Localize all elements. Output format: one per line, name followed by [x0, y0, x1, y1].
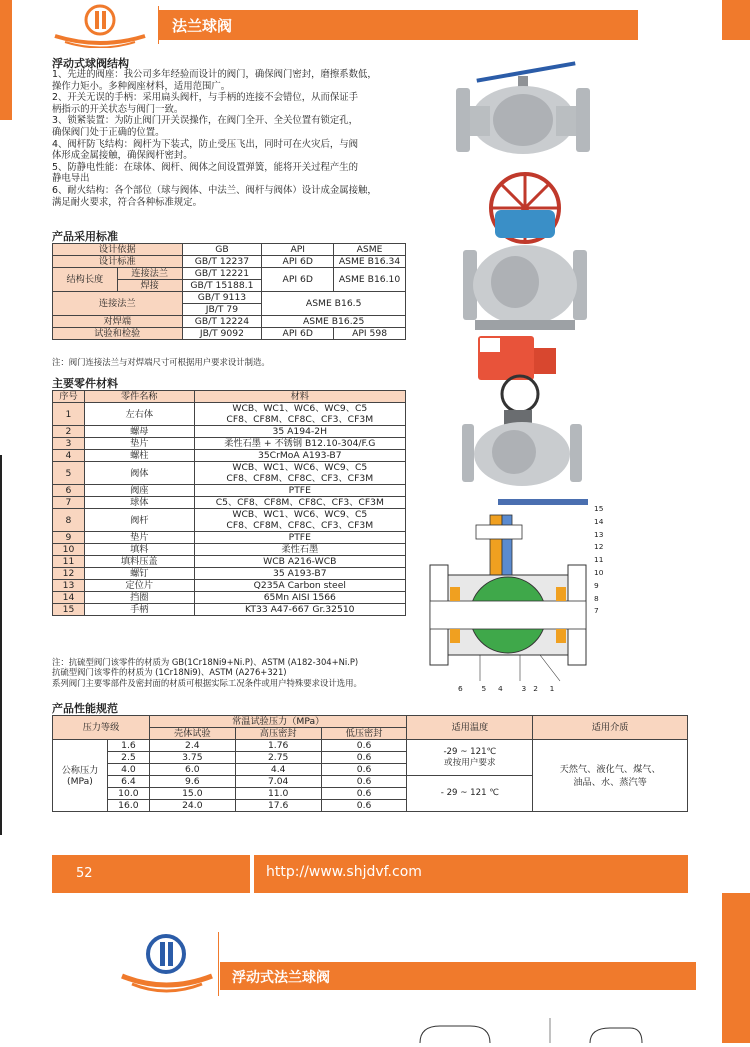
perf-head: 壳体试验: [149, 728, 235, 740]
callout: 10: [594, 567, 604, 577]
perf-cell: 4.0: [107, 764, 149, 776]
perf-cell: 9.6: [149, 776, 235, 788]
performance-heading: 产品性能规范: [52, 702, 118, 715]
std-cell: GB/T 12237: [182, 256, 262, 268]
std-cell: ASME B16.25: [262, 316, 406, 328]
std-cell: 连接法兰: [117, 268, 182, 280]
parts-row: [53, 509, 406, 532]
parts-name: 阀体: [84, 462, 194, 485]
std-cell: 设计标准: [53, 256, 183, 268]
intro-line: 4、阀杆防飞结构：阀杆为下装式，防止受压飞出，同时可在火灾后，与阀: [52, 138, 358, 150]
perf-medium: [533, 740, 688, 812]
parts-name: 阀座: [84, 485, 194, 497]
callout: 13: [594, 529, 604, 539]
next-page-title: 浮动式法兰球阀: [232, 970, 330, 986]
std-cell: JB/T 9092: [182, 328, 262, 340]
material-line: WCB、WC1、WC6、WC9、C5: [232, 403, 368, 414]
std-cell: 连接法兰: [53, 292, 183, 316]
parts-name: 填料压盖: [84, 556, 194, 568]
perf-cell: 0.6: [321, 788, 407, 800]
std-cell: 对焊端: [53, 316, 183, 328]
intro-text: [52, 69, 412, 208]
perf-temp-a: [407, 740, 533, 776]
page-title: 法兰球阀: [172, 17, 233, 35]
callout: 8: [594, 593, 599, 603]
std-cell: ASME B16.5: [262, 292, 406, 316]
perf-cell: 17.6: [235, 800, 321, 812]
parts-row: [53, 426, 406, 438]
parts-name: 螺母: [84, 426, 194, 438]
intro-heading: 浮动式球阀结构: [52, 57, 129, 70]
callout: 6: [458, 684, 463, 693]
parts-row: [53, 485, 406, 497]
parts-no: 4: [53, 450, 85, 462]
intro-line: 2、开关无误的手柄：采用扁头阀杆，与手柄的连接不会错位，从而保证手: [52, 92, 358, 104]
intro-line: 柄指示的开关状态与阀门一致。: [52, 103, 184, 115]
perf-cell: 11.0: [235, 788, 321, 800]
perf-head: 高压密封: [235, 728, 321, 740]
perf-temp-b: - 29 ~ 121 ℃: [407, 776, 533, 812]
parts-row: [53, 462, 406, 485]
callout: 14: [594, 516, 604, 526]
parts-row: [53, 532, 406, 544]
std-cell: 试验和检验: [53, 328, 183, 340]
perf-cell: 2.75: [235, 752, 321, 764]
perf-cell: 0.6: [321, 800, 407, 812]
parts-no: 2: [53, 426, 85, 438]
parts-no: 13: [53, 580, 85, 592]
material-line: 35CrMoA A193-B7: [257, 450, 342, 461]
callout: 9: [594, 580, 599, 590]
parts-no: 11: [53, 556, 85, 568]
parts-material: [194, 580, 405, 592]
parts-header-cell: 材料: [194, 391, 405, 403]
company-logo: [50, 4, 150, 48]
callout: 12: [594, 542, 604, 552]
parts-material: [194, 462, 405, 485]
parts-name: 手柄: [84, 604, 194, 616]
website-link[interactable]: http://www.shjdvf.com: [266, 864, 422, 880]
std-cell: GB/T 15188.1: [182, 280, 262, 292]
callout: 11: [594, 555, 604, 565]
parts-note: 注：抗硫型阀门该零件的材质为 GB(1Cr18Ni9+Ni.P)、ASTM (A182-304+Ni.P): [52, 657, 359, 667]
material-line: WCB A216-WCB: [263, 556, 337, 567]
parts-body: [53, 403, 406, 616]
perf-cell: 2.5: [107, 752, 149, 764]
material-line: Q235A Carbon steel: [253, 580, 346, 591]
material-line: WCB、WC1、WC6、WC9、C5: [232, 462, 368, 473]
perf-cell: 4.4: [235, 764, 321, 776]
std-cell: GB/T 12221: [182, 268, 262, 280]
parts-material: [194, 544, 405, 556]
parts-material: [194, 497, 405, 509]
callout: 2: [533, 684, 538, 693]
performance-table: [52, 715, 688, 812]
parts-name: 球体: [84, 497, 194, 509]
perf-cell: 1.6: [107, 740, 149, 752]
valve-photo-gear: [455, 170, 595, 345]
parts-no: 1: [53, 403, 85, 426]
material-line: 柔性石墨: [281, 544, 319, 555]
std-cell: ASME B16.34: [334, 256, 406, 268]
parts-no: 9: [53, 532, 85, 544]
material-line: KT33 A47-667 Gr.32510: [245, 604, 355, 615]
perf-cell: 16.0: [107, 800, 149, 812]
perf-cell: 3.75: [149, 752, 235, 764]
std-cell: JB/T 79: [182, 304, 262, 316]
parts-no: 7: [53, 497, 85, 509]
parts-row: [53, 580, 406, 592]
callout: 15: [594, 504, 604, 513]
parts-no: 5: [53, 462, 85, 485]
parts-row: [53, 544, 406, 556]
perf-cell: 15.0: [149, 788, 235, 800]
parts-material: [194, 485, 405, 497]
parts-material: [194, 604, 405, 616]
std-cell: 结构长度: [53, 268, 118, 292]
perf-head: 常温试验压力（MPa）: [149, 716, 407, 728]
parts-name: 挡圈: [84, 592, 194, 604]
parts-row: [53, 568, 406, 580]
valve-photo-handle: [448, 58, 598, 166]
parts-name: 定位片: [84, 580, 194, 592]
parts-no: 6: [53, 485, 85, 497]
intro-line: 满足耐火要求，符合各种标准规定。: [52, 196, 203, 208]
std-cell: API 6D: [262, 256, 334, 268]
page-number: 52: [76, 866, 93, 881]
material-line: 柔性石墨 + 不锈钢 B12.10-304/F.G: [224, 438, 376, 449]
parts-row: [53, 497, 406, 509]
std-cell: API 6D: [262, 268, 334, 292]
parts-note: 抗硫型阀门该零件的材质为 (1Cr18Ni9)、ASTM (A276+321): [52, 667, 287, 678]
parts-no: 14: [53, 592, 85, 604]
parts-no: 12: [53, 568, 85, 580]
std-cell: GB/T 12224: [182, 316, 262, 328]
perf-head: 压力等级: [53, 716, 150, 740]
perf-cell: 6.4: [107, 776, 149, 788]
perf-row-label: [53, 740, 108, 812]
company-logo-next: [118, 930, 218, 996]
parts-material: [194, 450, 405, 462]
valve-photo-electric: [458, 332, 588, 492]
page-edge-line: [0, 455, 2, 835]
parts-name: 阀杆: [84, 509, 194, 532]
parts-name: 填料: [84, 544, 194, 556]
parts-name: 螺钉: [84, 568, 194, 580]
perf-unit: (MPa): [67, 775, 93, 787]
material-line: PTFE: [288, 485, 311, 496]
intro-line: 确保阀门处于正确的位置。: [52, 126, 165, 138]
perf-label: 公称压力: [61, 764, 99, 776]
perf-cell: 6.0: [149, 764, 235, 776]
standards-note: 注：阀门连接法兰与对焊端尺寸可根据用户要求设计制造。: [52, 357, 270, 367]
side-color-strip: [0, 0, 12, 120]
material-line: PTFE: [288, 532, 311, 543]
perf-cell: 0.6: [321, 764, 407, 776]
perf-cell: 0.6: [321, 776, 407, 788]
parts-name: 左右体: [84, 403, 194, 426]
valve-section-diagram: [420, 495, 620, 695]
intro-line: 1、先进的阀座：我公司多年经验而设计的阀门，确保阀门密封，磨擦系数低，: [52, 69, 377, 80]
parts-table: [52, 390, 406, 616]
callout: 3: [521, 684, 527, 693]
diagram-callouts-bottom: [458, 684, 554, 694]
perf-cell: 2.4: [149, 740, 235, 752]
perf-cell: 0.6: [321, 740, 407, 752]
std-cell: API: [262, 244, 334, 256]
material-line: WCB、WC1、WC6、WC9、C5: [232, 509, 368, 520]
next-diagram-fragment: [380, 1018, 680, 1043]
callout: 7: [594, 606, 599, 616]
perf-temp: 或按用户要求: [444, 757, 496, 768]
material-line: CF8、CF8M、CF8C、CF3、CF3M: [226, 473, 374, 484]
next-header-divider: [218, 932, 219, 996]
std-cell: GB/T 9113: [182, 292, 262, 304]
perf-head: 适用温度: [407, 716, 533, 740]
material-line: CF8、CF8M、CF8C、CF3、CF3M: [226, 520, 374, 531]
perf-cell: 7.04: [235, 776, 321, 788]
parts-row: [53, 438, 406, 450]
parts-name: 垫片: [84, 532, 194, 544]
std-cell: 设计依据: [53, 244, 183, 256]
parts-material: [194, 403, 405, 426]
parts-material: [194, 438, 405, 450]
parts-row: [53, 592, 406, 604]
perf-temp: -29 ~ 121℃: [443, 746, 497, 757]
corner-color-block: [722, 0, 750, 40]
parts-row: [53, 556, 406, 568]
parts-row: [53, 604, 406, 616]
std-cell: GB: [182, 244, 262, 256]
intro-line: 静电导出: [52, 173, 90, 185]
standards-heading: 产品采用标准: [52, 230, 118, 243]
intro-line: 3、锁紧装置：为防止阀门开关误操作，在阀门全开、全关位置有锁定孔，: [52, 115, 358, 127]
diagram-callouts-right: [594, 503, 614, 618]
callout: 1: [549, 684, 555, 693]
callout: 5: [481, 684, 487, 693]
intro-line: 6、耐火结构：各个部位（球与阀体、中法兰、阀杆与阀体）设计成金属接触，: [52, 184, 377, 196]
parts-no: 15: [53, 604, 85, 616]
parts-no: 10: [53, 544, 85, 556]
perf-medium-line: 天然气、液化气、煤气、: [559, 763, 661, 775]
std-cell: ASME B16.10: [334, 268, 406, 292]
parts-row: [53, 450, 406, 462]
perf-head: 低压密封: [321, 728, 407, 740]
material-line: 35 A194-2H: [272, 426, 328, 437]
parts-material: [194, 556, 405, 568]
std-cell: API 6D: [262, 328, 334, 340]
next-corner-block: [722, 893, 750, 1043]
parts-header-cell: 零件名称: [84, 391, 194, 403]
parts-notes: [52, 657, 452, 688]
perf-medium-line: 油品、水、蒸汽等: [573, 776, 647, 788]
standards-table: [52, 243, 406, 340]
perf-cell: 0.6: [321, 752, 407, 764]
callout: 4: [497, 684, 503, 693]
intro-line: 5、防静电性能：在球体、阀杆、阀体之间设置弹簧，能将开关过程产生的: [52, 161, 358, 173]
intro-line: 操作力矩小。多种阀座材料，适用范围广。: [52, 80, 231, 92]
parts-note: 系列阀门主要零部件及密封面的材质可根据实际工况条件或用户特殊要求设计选用。: [52, 677, 362, 688]
std-cell: ASME: [334, 244, 406, 256]
material-line: C5、CF8、CF8M、CF8C、CF3、CF3M: [215, 497, 384, 508]
parts-material: [194, 426, 405, 438]
parts-material: [194, 568, 405, 580]
std-cell: 焊接: [117, 280, 182, 292]
material-line: CF8、CF8M、CF8C、CF3、CF3M: [226, 414, 374, 425]
parts-material: [194, 509, 405, 532]
parts-heading: 主要零件材料: [52, 377, 118, 390]
material-line: 35 A193-B7: [273, 568, 327, 579]
std-cell: API 598: [334, 328, 406, 340]
perf-cell: 10.0: [107, 788, 149, 800]
perf-cell: 1.76: [235, 740, 321, 752]
parts-row: [53, 403, 406, 426]
perf-head: 适用介质: [533, 716, 688, 740]
parts-name: 螺柱: [84, 450, 194, 462]
parts-name: 垫片: [84, 438, 194, 450]
intro-line: 体形成金属接触，确保阀杆密封。: [52, 150, 193, 162]
parts-no: 3: [53, 438, 85, 450]
material-line: 65Mn AISI 1566: [263, 592, 336, 603]
parts-material: [194, 532, 405, 544]
perf-cell: 24.0: [149, 800, 235, 812]
parts-header-cell: 序号: [53, 391, 85, 403]
parts-material: [194, 592, 405, 604]
parts-no: 8: [53, 509, 85, 532]
